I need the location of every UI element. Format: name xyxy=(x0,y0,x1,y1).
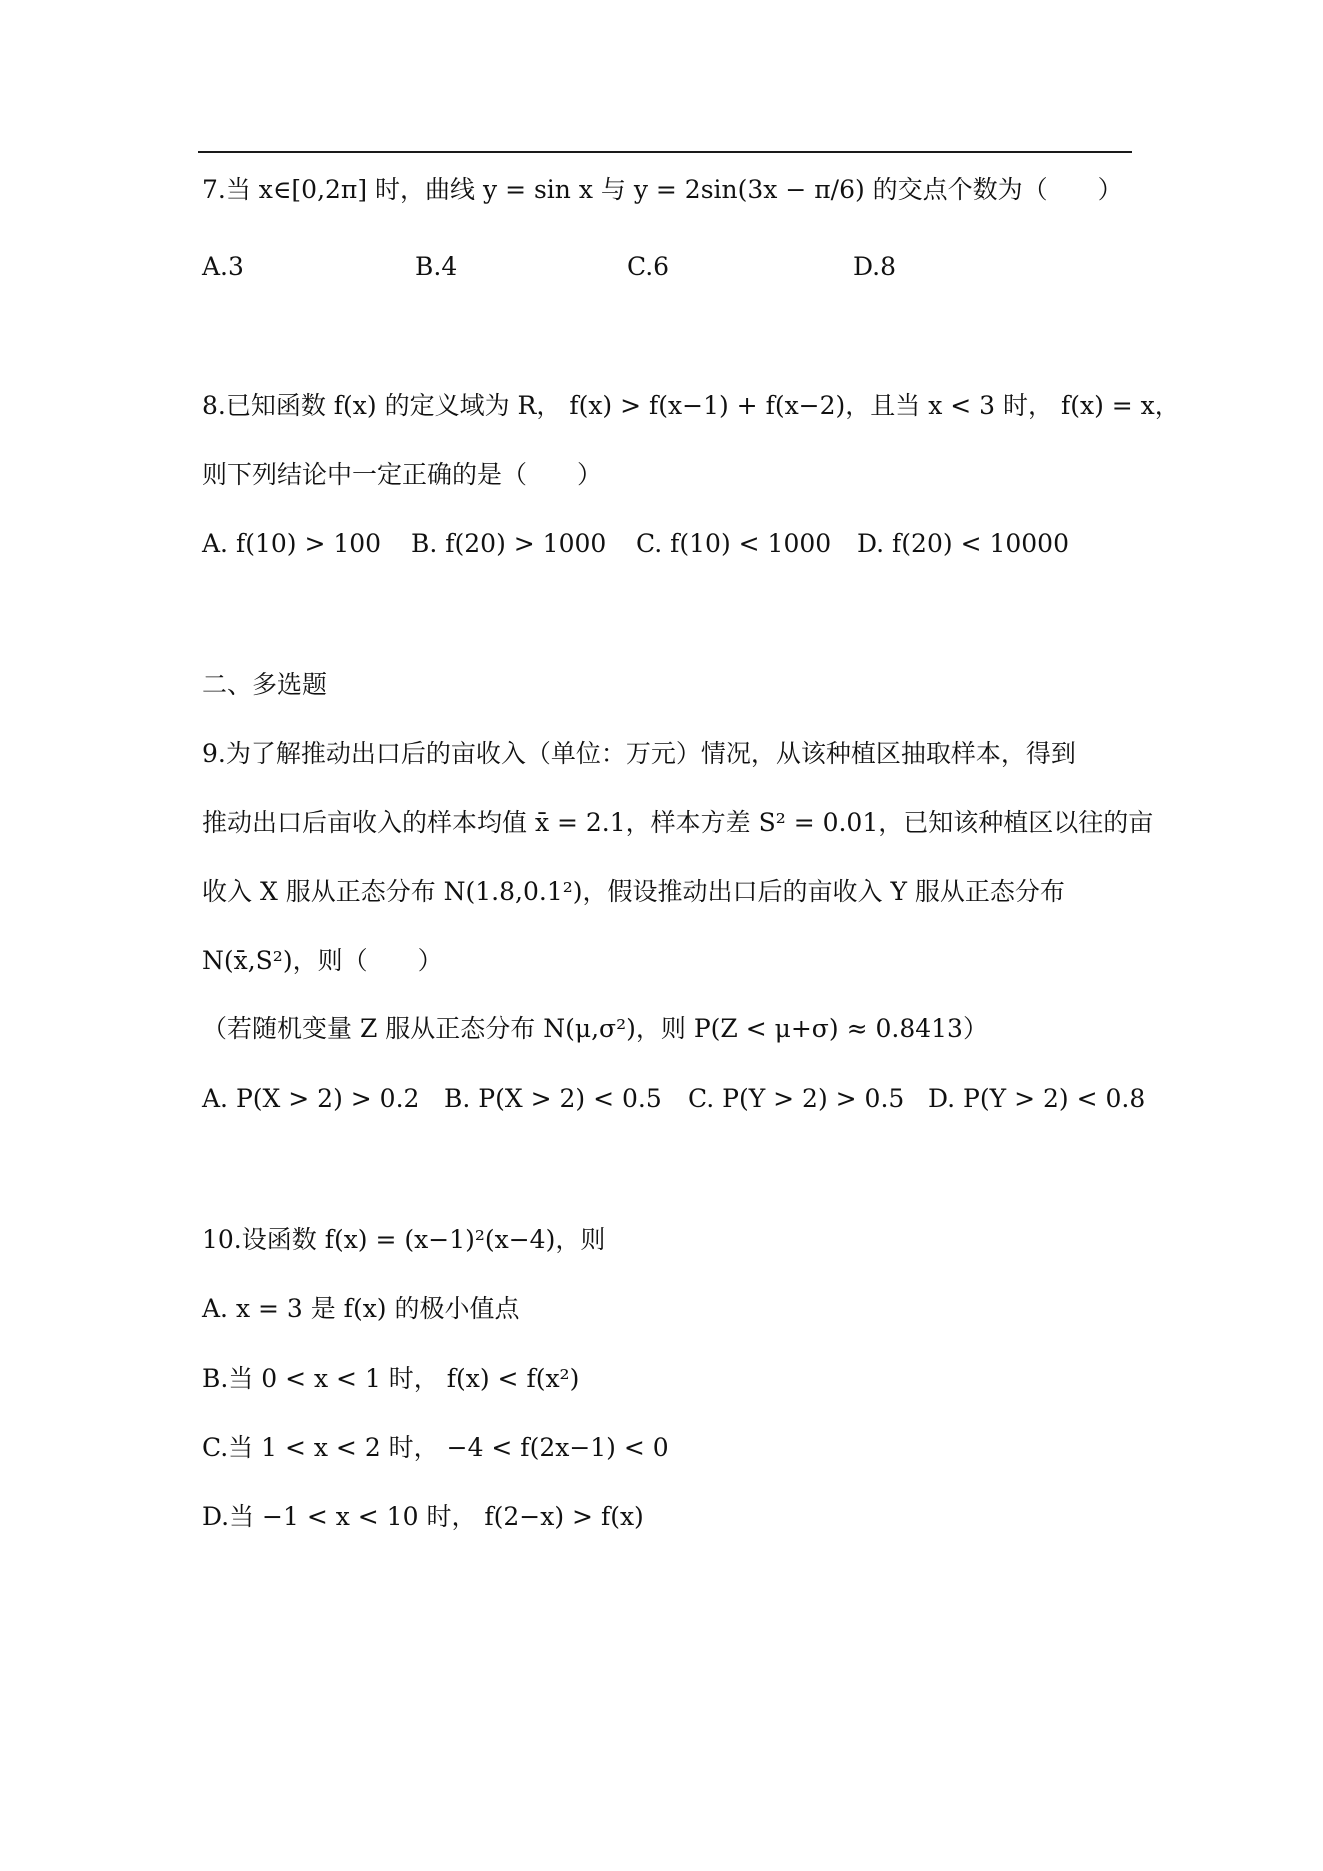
question-7-option-a: A.3 xyxy=(202,252,244,281)
question-10-option-d: D.当 −1 < x < 10 时， f(2−x) > f(x) xyxy=(202,1502,644,1531)
question-8-option-b: B. f(20) > 1000 xyxy=(411,529,607,558)
question-9-stem-line3: 收入 X 服从正态分布 N(1.8,0.1²)，假设推动出口后的亩收入 Y 服从正态分布 xyxy=(202,877,1065,906)
question-7-stem: 7.当 x∈[0,2π] 时，曲线 y = sin x 与 y = 2sin(3x − π/6) 的交点个数为（ ） xyxy=(202,175,1123,204)
question-8-stem-line1: 8.已知函数 f(x) 的定义域为 R， f(x) > f(x−1) + f(x−2)，且当 x < 3 时， f(x) = x， xyxy=(202,391,1180,420)
question-9-option-c: C. P(Y > 2) > 0.5 xyxy=(688,1084,905,1113)
question-8-option-d: D. f(20) < 10000 xyxy=(857,529,1069,558)
question-8-option-a: A. f(10) > 100 xyxy=(202,529,382,558)
question-9-hint: （若随机变量 Z 服从正态分布 N(μ,σ²)，则 P(Z < μ+σ) ≈ 0.8413） xyxy=(202,1014,988,1043)
question-10-option-a: A. x = 3 是 f(x) 的极小值点 xyxy=(202,1294,520,1323)
question-9-option-b: B. P(X > 2) < 0.5 xyxy=(444,1084,662,1113)
question-7-option-d: D.8 xyxy=(853,252,897,281)
question-10-option-b: B.当 0 < x < 1 时， f(x) < f(x²) xyxy=(202,1364,580,1393)
question-8-stem-line2: 则下列结论中一定正确的是（ ） xyxy=(202,460,603,489)
question-10-option-c: C.当 1 < x < 2 时， −4 < f(2x−1) < 0 xyxy=(202,1433,669,1462)
section-title-multiple-choice: 二、多选题 xyxy=(202,670,328,699)
header-rule xyxy=(198,151,1132,153)
question-8-option-c: C. f(10) < 1000 xyxy=(636,529,832,558)
question-9-option-a: A. P(X > 2) > 0.2 xyxy=(202,1084,420,1113)
question-9-stem-line2: 推动出口后亩收入的样本均值 x̄ = 2.1，样本方差 S² = 0.01，已知该种植区以往的亩 xyxy=(202,808,1154,837)
question-9-stem-line4: N(x̄,S²)，则（ ） xyxy=(202,946,443,975)
question-7-option-b: B.4 xyxy=(415,252,458,281)
question-10-stem: 10.设函数 f(x) = (x−1)²(x−4)，则 xyxy=(202,1225,606,1254)
question-9-stem-line1: 9.为了解推动出口后的亩收入（单位：万元）情况，从该种植区抽取样本，得到 xyxy=(202,739,1076,768)
question-9-option-d: D. P(Y > 2) < 0.8 xyxy=(928,1084,1146,1113)
question-7-option-c: C.6 xyxy=(627,252,670,281)
